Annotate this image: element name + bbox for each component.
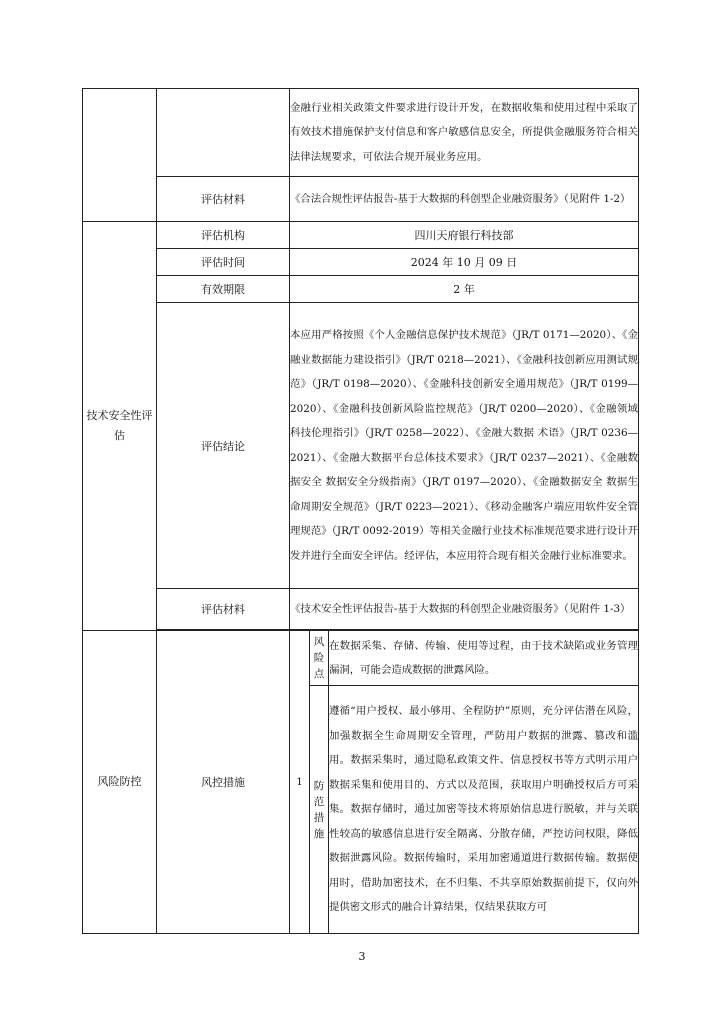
tech-org-row xyxy=(83,222,639,249)
tech-conclusion-text: 本应用严格按照《个人金融信息保护技术规范》（JR/T 0171—2020）、《金融业数据能力建设指引》（JR/T 0218—2021）、《金融科技创新应用测试规范》（JR/T 0198—2020）、《金融科技创新安全通用规范》（JR/T 0199—2020）、《金融科技创新风险监控规范》（JR/T 0200—2020）、《金融领域科技伦理指引》（JR/T 0258—2022）、《金融大数据 术语》（JR/T 0236—2021）、《金融大数据平台总体技术要求》（JR/T 0237—2021）、《金融数据安全 数据安全分级指南》（JR/T 0197—2020）、《金融数据安全 数据生命周期安全规范》（JR/T 0223—2021）、《移动金融客户端应用软件安全管理规范》（JR/T 0092-2019）等相关金融行业技术标准规范要求进行设计开发并进行全面安全评估。经评估，本应用符合现有相关金融行业标准要求。 xyxy=(290,303,639,589)
legal-continuation-row xyxy=(83,89,639,177)
risk-category-label: 风险防控 xyxy=(83,631,157,934)
tech-time-row xyxy=(83,249,639,276)
risk-point-label: 风 险 点 xyxy=(310,631,329,686)
legal-category-cell xyxy=(83,89,157,222)
tech-org-label: 评估机构 xyxy=(157,222,290,249)
risk-point-text: 在数据采集、存储、传输、使用等过程，由于技术缺陷或业务管理漏洞，可能会造成数据的泄露风险。 xyxy=(329,631,639,686)
risk-index: 1 xyxy=(290,631,310,934)
prevention-text: 遵循“用户授权、最小够用、全程防护”原则，充分评估潜在风险，加强数据全生命周期安全管理，严防用户数据的泄露、篡改和滥用。数据采集时，通过隐私政策文件、信息授权书等方式明示用户数据采集和使用目的、方式以及范围，获取用户明确授权后方可采集。数据存储时，通过加密等技术将原始信息进行脱敏，并与关联性较高的敏感信息进行安全隔离、分散存储，严控访问权限，降低数据泄露风险。数据传输时，采用加密通道进行数据传输。数据使用时，借助加密技术，在不归集、不共享原始数据前提下，仅向外提供密文形式的融合计算结果，仅结果获取方可 xyxy=(329,686,639,934)
risk-point-row xyxy=(83,631,639,686)
prevention-label: 防 范 措 施 xyxy=(310,686,329,934)
page-number: 3 xyxy=(358,950,366,963)
tech-category-label: 技术安全性评估 xyxy=(83,222,157,631)
tech-conclusion-label: 评估结论 xyxy=(157,303,290,589)
legal-label-cell-empty xyxy=(157,89,290,177)
legal-material-row xyxy=(83,177,639,222)
tech-time-label: 评估时间 xyxy=(157,249,290,276)
tech-org-value: 四川天府银行科技部 xyxy=(290,222,639,249)
tech-material-row xyxy=(83,589,639,630)
legal-material-label: 评估材料 xyxy=(157,177,290,222)
legal-conclusion-text: 金融行业相关政策文件要求进行设计开发，在数据收集和使用过程中采取了有效技术措施保护支付信息和客户敏感信息安全，所提供金融服务符合相关法律法规要求，可依法合规开展业务应用。 xyxy=(290,89,639,177)
tech-conclusion-row xyxy=(83,303,639,589)
risk-measure-label: 风控措施 xyxy=(157,631,290,934)
tech-time-value: 2024 年 10 月 09 日 xyxy=(290,249,639,276)
tech-validity-label: 有效期限 xyxy=(157,276,290,303)
tech-material-label: 评估材料 xyxy=(157,589,290,630)
tech-validity-value: 2 年 xyxy=(290,276,639,303)
tech-material-text: 《技术安全性评估报告-基于大数据的科创型企业融资服务》（见附件 1-3） xyxy=(290,589,639,630)
legal-material-text: 《合法合规性评估报告-基于大数据的科创型企业融资服务》（见附件 1-2） xyxy=(290,177,639,222)
assessment-table xyxy=(82,88,639,934)
tech-validity-row xyxy=(83,276,639,303)
